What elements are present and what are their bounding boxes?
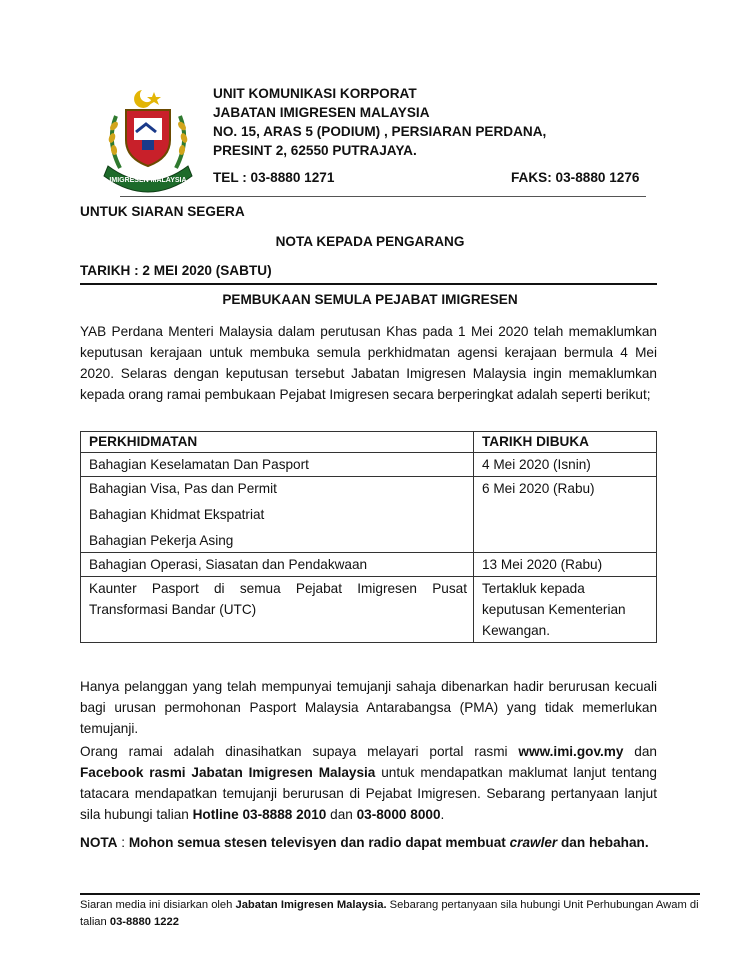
service-cell [81,453,474,477]
date-line: TARIKH : 2 MEI 2020 (SABTU) [80,263,272,278]
note-heading: NOTA KEPADA PENGARANG [275,234,465,249]
nota-label: NOTA [80,835,118,850]
service-reopening-table [80,431,657,643]
release-type: UNTUK SIARAN SEGERA [80,204,245,219]
portal-link[interactable]: www.imi.gov.my [518,744,624,759]
jabatan-imigresen-crest [102,86,194,196]
column-header-date: TARIKH DIBUKA [474,432,657,453]
advice-text: . [440,807,445,822]
date-cell: Tertakluk kepada keputusan Kementerian Kewangan. [474,577,657,643]
appointment-paragraph: Hanya pelanggan yang telah mempunyai temujanji sahaja dibenarkan hadir berurusan kecuali bagi urusan permohonan Pasport Malaysia Antarabangsa (PMA) yang tidak memerlukan temujanji. [80,679,657,736]
header-divider [120,196,646,197]
table-row [81,577,657,643]
service-cell [81,477,474,553]
document-title: PEMBUKAAN SEMULA PEJABAT IMIGRESEN [222,292,518,307]
header-line-2: JABATAN IMIGRESEN MALAYSIA [213,105,430,120]
second-phone-number: 03-8000 8000 [356,807,441,822]
service-name: Bahagian Pekerja Asing [89,533,234,548]
intro-paragraph: YAB Perdana Menteri Malaysia dalam perutusan Khas pada 1 Mei 2020 telah memaklumkan keputusan kerajaan untuk membuka semula perkhidmatan agensi kerajaan bermula 4 Mei 2020. Selaras dengan keputusan tersebut Jabatan Imigresen Malaysia ingin memaklumkan kepada orang ramai pembukaan Pejabat Imigresen secara berperingkat adalah seperti berikut; [80,324,657,402]
service-cell [81,577,474,643]
advice-text: dan [326,807,357,822]
nota-separator: : [117,835,129,850]
service-name: Bahagian Khidmat Ekspatriat [89,507,265,522]
footer-text: Sebarang pertanyaan sila hubungi Unit Perhubungan Awam di talian [80,899,699,928]
date-cell: 4 Mei 2020 (Isnin) [474,453,657,477]
table-row [81,553,657,577]
header-line-4: PRESINT 2, 62550 PUTRAJAYA. [213,143,417,158]
footer-divider [80,893,700,895]
table-row [81,477,657,553]
service-name: Bahagian Keselamatan Dan Pasport [89,457,309,472]
facebook-reference: Facebook rasmi Jabatan Imigresen Malaysia [80,765,376,780]
service-name: Bahagian Operasi, Siasatan dan Pendakwaan [89,557,368,572]
agency-address-block [213,84,546,160]
table-row [81,453,657,477]
nota-text: dan hebahan. [557,835,649,850]
footer-agency: Jabatan Imigresen Malaysia. [235,899,387,911]
advice-text: dan [623,744,657,759]
hotline-number: Hotline 03-8888 2010 [192,807,327,822]
service-name: Kaunter Pasport di semua Pejabat Imigresen Pusat Transformasi Bandar (UTC) [89,581,467,617]
footer-phone: 03-8880 1222 [109,916,179,928]
advice-text: untuk mendapatkan maklumat lanjut tentang tatacara mendapatkan temujanji berurusan di Pejabat Imigresen. Sebarang pertanyaan lanjut sila hubungi talian [80,765,657,822]
footer-text: Siaran media ini disiarkan oleh [80,899,236,911]
advice-text: Orang ramai adalah dinasihatkan supaya melayari portal rasmi [80,744,519,759]
footer-note [80,897,705,931]
service-cell [81,553,474,577]
column-header-services: PERKHIDMATAN [81,432,474,453]
crest-ribbon-text: IMIGRESEN MALAYSIA [109,177,187,184]
nota-paragraph [80,832,657,853]
nota-crawler-word: crawler [509,835,558,850]
date-cell: 6 Mei 2020 (Rabu) [474,477,657,553]
advice-paragraph [80,741,657,825]
service-name: Bahagian Visa, Pas dan Permit [89,481,277,496]
header-line-1: UNIT KOMUNIKASI KORPORAT [213,86,417,101]
date-cell: 13 Mei 2020 (Rabu) [474,553,657,577]
table-header-row [81,432,657,453]
date-divider [80,283,657,285]
telephone-number: TEL : 03-8880 1271 [213,170,335,185]
nota-text: Mohon semua stesen televisyen dan radio dapat membuat [128,835,510,850]
header-line-3: NO. 15, ARAS 5 (PODIUM) , PERSIARAN PERDANA, [213,124,547,139]
fax-number: FAKS: 03-8880 1276 [511,170,640,185]
